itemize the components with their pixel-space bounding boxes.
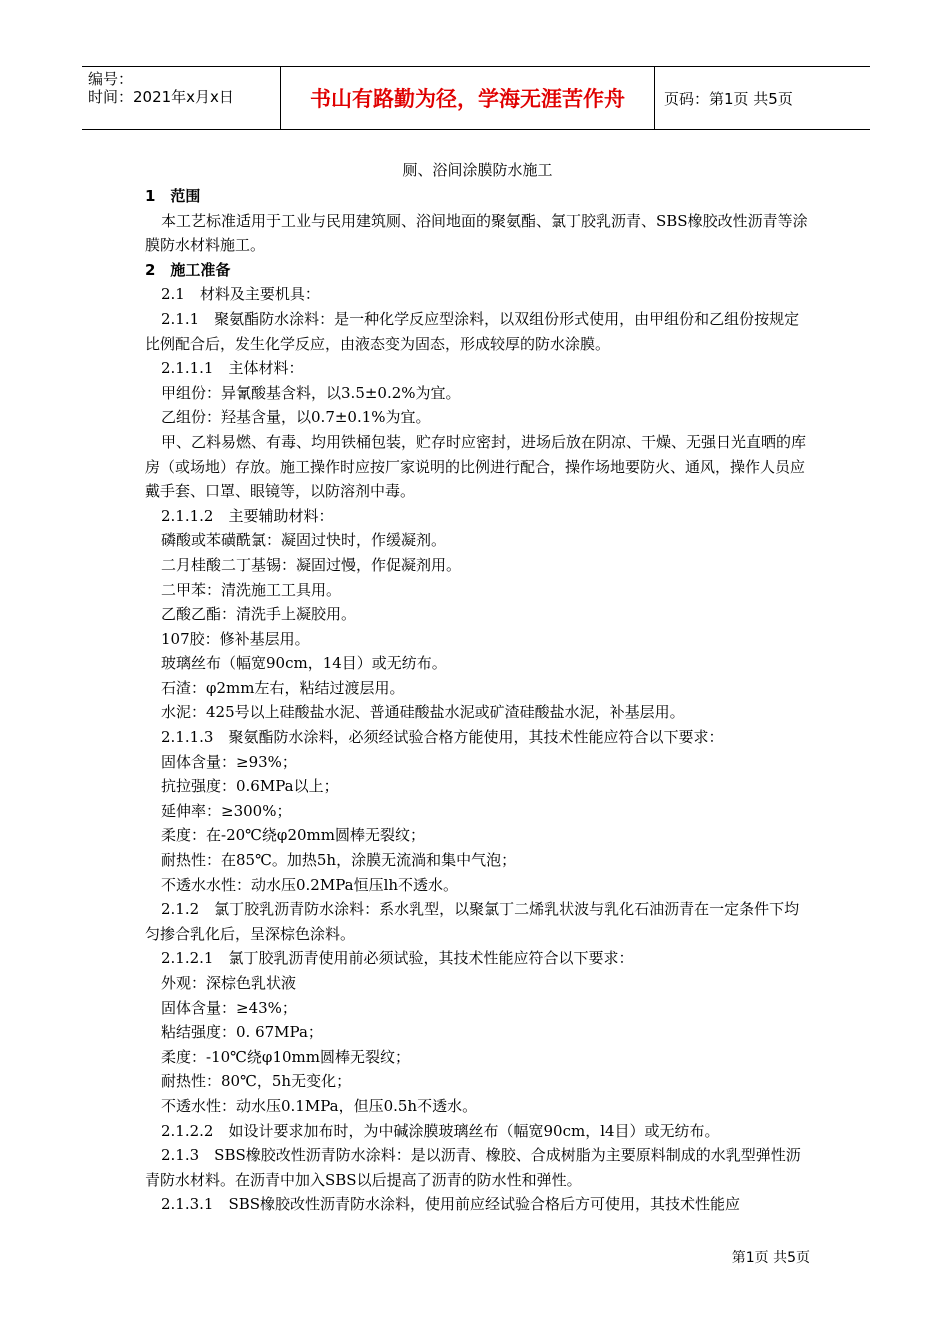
paragraph: 固体含量：≥43%； [161,998,297,1017]
paragraph: 石渣：φ2mm左右，粘结过渡层用。 [161,678,405,697]
paragraph: 2.1 材料及主要机具： [161,285,320,304]
paragraph: 107胶：修补基层用。 [161,629,310,648]
paragraph: 外观：深棕色乳状液 [161,974,297,992]
paragraph: 不透水性：动水压0.1MPa，但压0.5h不透水。 [161,1096,478,1115]
paragraph: 2.1.1.3 聚氨酯防水涂料，必须经试验合格方能使用，其技术性能应符合以下要求： [161,728,724,747]
paragraph: 2.1.1.1 主体材料： [161,359,304,378]
document-date: 时间：2021年x月x日 [88,88,234,106]
paragraph: 2.1.2 氯丁胶乳沥青防水涂料：系水乳型，以聚氯丁二烯乳状波与乳化石油沥青在一定条件下均匀掺合乳化后，呈深棕色涂料。 [145,900,800,943]
paragraph: 本工艺标准适用于工业与民用建筑厕、浴间地面的聚氨酯、氯丁胶乳沥青、SBS橡胶改性沥青等涂膜防水材料施工。 [145,211,808,255]
header-page-info: 页码：第1页 共5页 [664,89,793,108]
paragraph: 水泥：425号以上硅酸盐水泥、普通硅酸盐水泥或矿渣硅酸盐水泥，补基层用。 [161,703,685,722]
paragraph: 乙组份：羟基含量，以0.7±0.1%为宜。 [161,408,431,427]
paragraph: 延伸率：≥300%； [161,801,292,820]
paragraph: 二甲苯：清洗施工工具用。 [161,580,342,599]
paragraph: 不透水水性：动水压0.2MPa恒压lh不透水。 [161,875,459,894]
document-title: 厕、浴间涂膜防水施工 [402,161,553,179]
paragraph: 2.1.3 SBS橡胶改性沥青防水涂料：是以沥青、橡胶、合成树脂为主要原料制成的水乳型弹性沥青防水材料。在沥青中加入SBS以后提高了沥青的防水性和弹性。 [145,1146,801,1189]
paragraph: 玻璃丝布（幅宽90cm，14目）或无纺布。 [161,654,447,673]
paragraph: 甲组份：异氰酸基含料，以3.5±0.2%为宜。 [161,383,461,402]
paragraph: 2.1.1 聚氨酯防水涂料：是一种化学反应型涂料，以双组份形式使用，由甲组份和乙组份按规定比例配合后，发生化学反应，由液态变为固态，形成较厚的防水涂膜。 [145,309,800,353]
paragraph: 2.1.2.2 如设计要求加布时，为中碱涂膜玻璃丝布（幅宽90cm，l4目）或无纺布。 [161,1121,720,1140]
document-text [145,184,810,1217]
page-header [82,66,870,130]
paragraph: 磷酸或苯磺酰氯：凝固过快时，作缓凝剂。 [161,531,447,550]
paragraph: 耐热性：80℃，5h无变化； [161,1072,352,1091]
paragraph: 抗拉强度：0.6MPa以上； [161,777,339,796]
paragraph: 甲、乙料易燃、有毒、均用铁桶包装，贮存时应密封，进场后放在阴凉、干燥、无强日光直晒的库房（或场地）存放。施工操作时应按厂家说明的比例进行配合，操作场地要防火、通风，操作人员应戴手套、口罩、眼镜等，以防溶剂中毒。 [145,432,807,501]
paragraph: 柔度：-10℃绕φ10mm圆棒无裂纹； [161,1047,410,1066]
section-heading: 1 范围 [145,187,201,205]
paragraph: 耐热性：在85℃。加热5h，涂膜无流淌和集中气泡； [161,851,517,870]
paragraph: 2.1.2.1 氯丁胶乳沥青使用前必须试验，其技术性能应符合以下要求： [161,949,634,968]
paragraph: 二月桂酸二丁基锡：凝固过慢，作促凝剂用。 [161,555,462,574]
paragraph: 2.1.1.2 主要辅助材料： [161,506,334,525]
paragraph: 2.1.3.1 SBS橡胶改性沥青防水涂料，使用前应经试验合格后方可使用，其技术性能应 [161,1195,741,1214]
paragraph: 柔度：在-20℃绕φ20mm圆棒无裂纹； [161,826,425,845]
paragraph: 乙酸乙酯：清洗手上凝胶用。 [161,605,357,624]
section-heading: 2 施工准备 [145,260,231,279]
header-motto: 书山有路勤为径，学海无涯苦作舟 [280,67,655,129]
page-footer: 第1页 共5页 [731,1250,810,1266]
header-meta [82,67,280,129]
document-body [145,158,810,1217]
document-number-label: 编号： [88,70,134,88]
paragraph: 固体含量：≥93%； [161,752,297,771]
paragraph: 粘结强度：0. 67MPa； [161,1023,323,1042]
